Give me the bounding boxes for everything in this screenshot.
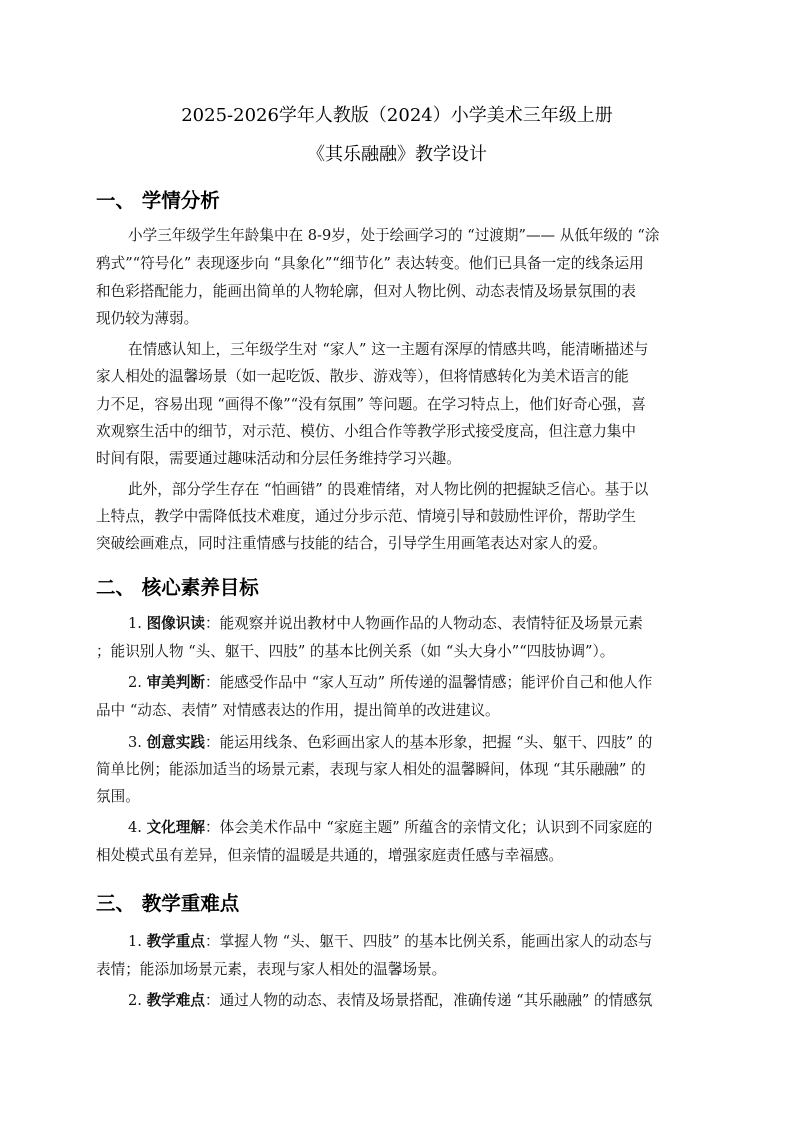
item-number: 2.: [128, 674, 142, 691]
item-label: 教学重点: [146, 933, 205, 950]
item-text: 能感受作品中 “家人互动” 所传递的温馨情感；能评价自己和他人作: [219, 674, 653, 691]
list-item-line: 氛围。: [96, 788, 140, 805]
item-number: 1.: [128, 615, 142, 632]
section-heading-student-analysis: 一、 学情分析: [96, 189, 220, 212]
paragraph-line: 时间有限，需要通过趣味活动和分层任务维持学习兴趣。: [96, 450, 461, 467]
section-heading-core-competency: 二、 核心素养目标: [96, 576, 259, 599]
list-item-line: [128, 932, 700, 952]
list-item-line: [128, 818, 700, 838]
list-item-line: [128, 991, 700, 1011]
paragraph-line: 突破绘画难点，同时注重情感与技能的结合，引导学生用画笔表达对家人的爱。: [96, 535, 607, 552]
list-item-line: ；能识别人物 “头、躯干、四肢” 的基本比例关系（如 “头大身小”“四肢协调”）。: [96, 643, 615, 660]
item-text: 体会美术作品中 “家庭主题” 所蕴含的亲情文化；认识到不同家庭的: [219, 819, 653, 836]
item-label: 创意实践: [146, 734, 205, 751]
document-title: 2025-2026学年人教版（2024）小学美术三年级上册: [181, 105, 613, 126]
item-separator: ：: [204, 933, 220, 950]
item-separator: ：: [204, 674, 220, 691]
item-label: 审美判断: [146, 674, 205, 691]
list-item-line: [128, 733, 700, 753]
paragraph-line: 欢观察生活中的细节，对示范、模仿、小组合作等教学形式接受度高，但注意力集中: [96, 423, 636, 440]
paragraph-line: 在情感认知上，三年级学生对 “家人” 这一主题有深厚的情感共鸣，能清晰描述与: [128, 341, 649, 358]
paragraph-line: 和色彩搭配能力，能画出简单的人物轮廓，但对人物比例、动态表情及场景氛围的表: [96, 283, 636, 300]
list-item-line: 表情；能添加场景元素，表现与家人相处的温馨场景。: [96, 961, 447, 978]
list-item-line: [128, 614, 700, 634]
item-number: 1.: [128, 933, 142, 950]
paragraph-line: 小学三年级学生年龄集中在 8-9岁，处于绘画学习的 “过渡期”—— 从低年级的 “涂: [128, 227, 660, 244]
item-text: 掌握人物 “头、躯干、四肢” 的基本比例关系，能画出家人的动态与: [219, 933, 653, 950]
item-separator: ：: [204, 615, 220, 632]
item-number: 2.: [128, 992, 142, 1009]
item-separator: ：: [204, 819, 220, 836]
paragraph-line: 现仍较为薄弱。: [96, 310, 199, 327]
item-separator: ：: [204, 734, 220, 751]
paragraph-line: 此外，部分学生存在 “怕画错” 的畏难情绪，对人物比例的把握缺乏信心。基于以: [128, 481, 649, 498]
list-item-line: 品中 “动态、表情” 对情感表达的作用，提出简单的改进建议。: [96, 702, 500, 719]
item-label: 文化理解: [146, 819, 205, 836]
document-subtitle: 《其乐融融》教学设计: [307, 144, 487, 165]
item-text: 能观察并说出教材中人物画作品的人物动态、表情特征及场景元素: [219, 615, 643, 632]
list-item-line: 相处模式虽有差异，但亲情的温暖是共通的，增强家庭责任感与幸福感。: [96, 847, 564, 864]
item-label: 教学难点: [146, 992, 205, 1009]
item-text: 通过人物的动态、表情及场景搭配，准确传递 “其乐融融” 的情感氛: [219, 992, 653, 1009]
section-heading-key-difficult-points: 三、 教学重难点: [96, 892, 240, 915]
item-label: 图像识读: [146, 615, 205, 632]
item-number: 4.: [128, 819, 142, 836]
paragraph-line: 力不足，容易出现 “画得不像”“没有氛围” 等问题。在学习特点上，他们好奇心强，喜: [96, 396, 646, 413]
item-text: 能运用线条、色彩画出家人的基本形象，把握 “头、躯干、四肢” 的: [219, 734, 653, 751]
paragraph-line: 鸦式”“符号化” 表现逐步向 “具象化”“细节化” 表达转变。他们已具备一定的线条运用: [96, 255, 644, 272]
list-item-line: 简单比例；能添加适当的场景元素，表现与家人相处的温馨瞬间，体现 “其乐融融” 的: [96, 761, 646, 778]
paragraph-line: 上特点，教学中需降低技术难度，通过分步示范、情境引导和鼓励性评价，帮助学生: [96, 508, 636, 525]
item-number: 3.: [128, 734, 142, 751]
item-separator: ：: [204, 992, 220, 1009]
list-item-line: [128, 673, 700, 693]
paragraph-line: 家人相处的温馨场景（如一起吃饭、散步、游戏等），但将情感转化为美术语言的能: [96, 368, 629, 385]
